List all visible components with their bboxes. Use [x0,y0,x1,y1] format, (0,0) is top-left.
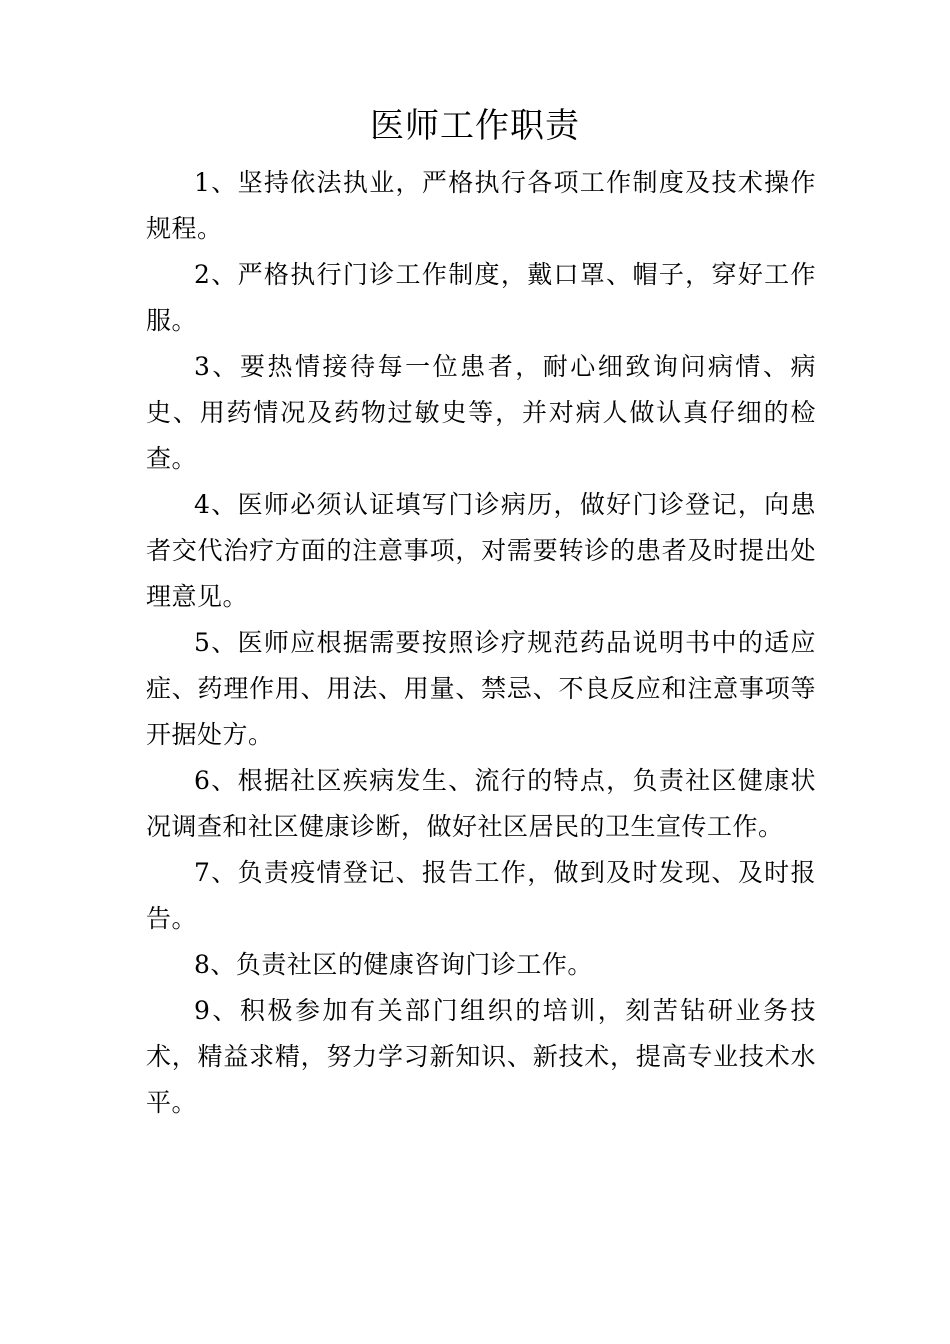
clause-5: 5、医师应根据需要按照诊疗规范药品说明书中的适应症、药理作用、用法、用量、禁忌、不良反应和注意事项等开据处方。 [146,628,816,749]
document-body [146,160,816,1126]
document-title: 医师工作职责 [370,106,580,146]
clause-1: 1、坚持依法执业，严格执行各项工作制度及技术操作规程。 [146,168,816,243]
clause-9: 9、积极参加有关部门组织的培训，刻苦钻研业务技术，精益求精，努力学习新知识、新技术，提高专业技术水平。 [146,996,816,1117]
clause-3: 3、要热情接待每一位患者，耐心细致询问病情、病史、用药情况及药物过敏史等，并对病人做认真仔细的检查。 [146,352,816,473]
clause-8: 8、负责社区的健康咨询门诊工作。 [194,950,593,979]
clause-4: 4、医师必须认证填写门诊病历，做好门诊登记，向患者交代治疗方面的注意事项，对需要转诊的患者及时提出处理意见。 [146,490,816,611]
clause-7: 7、负责疫情登记、报告工作，做到及时发现、及时报告。 [146,858,816,933]
clause-2: 2、严格执行门诊工作制度，戴口罩、帽子，穿好工作服。 [146,260,816,335]
clause-6: 6、根据社区疾病发生、流行的特点，负责社区健康状况调查和社区健康诊断，做好社区居民的卫生宣传工作。 [146,766,816,841]
